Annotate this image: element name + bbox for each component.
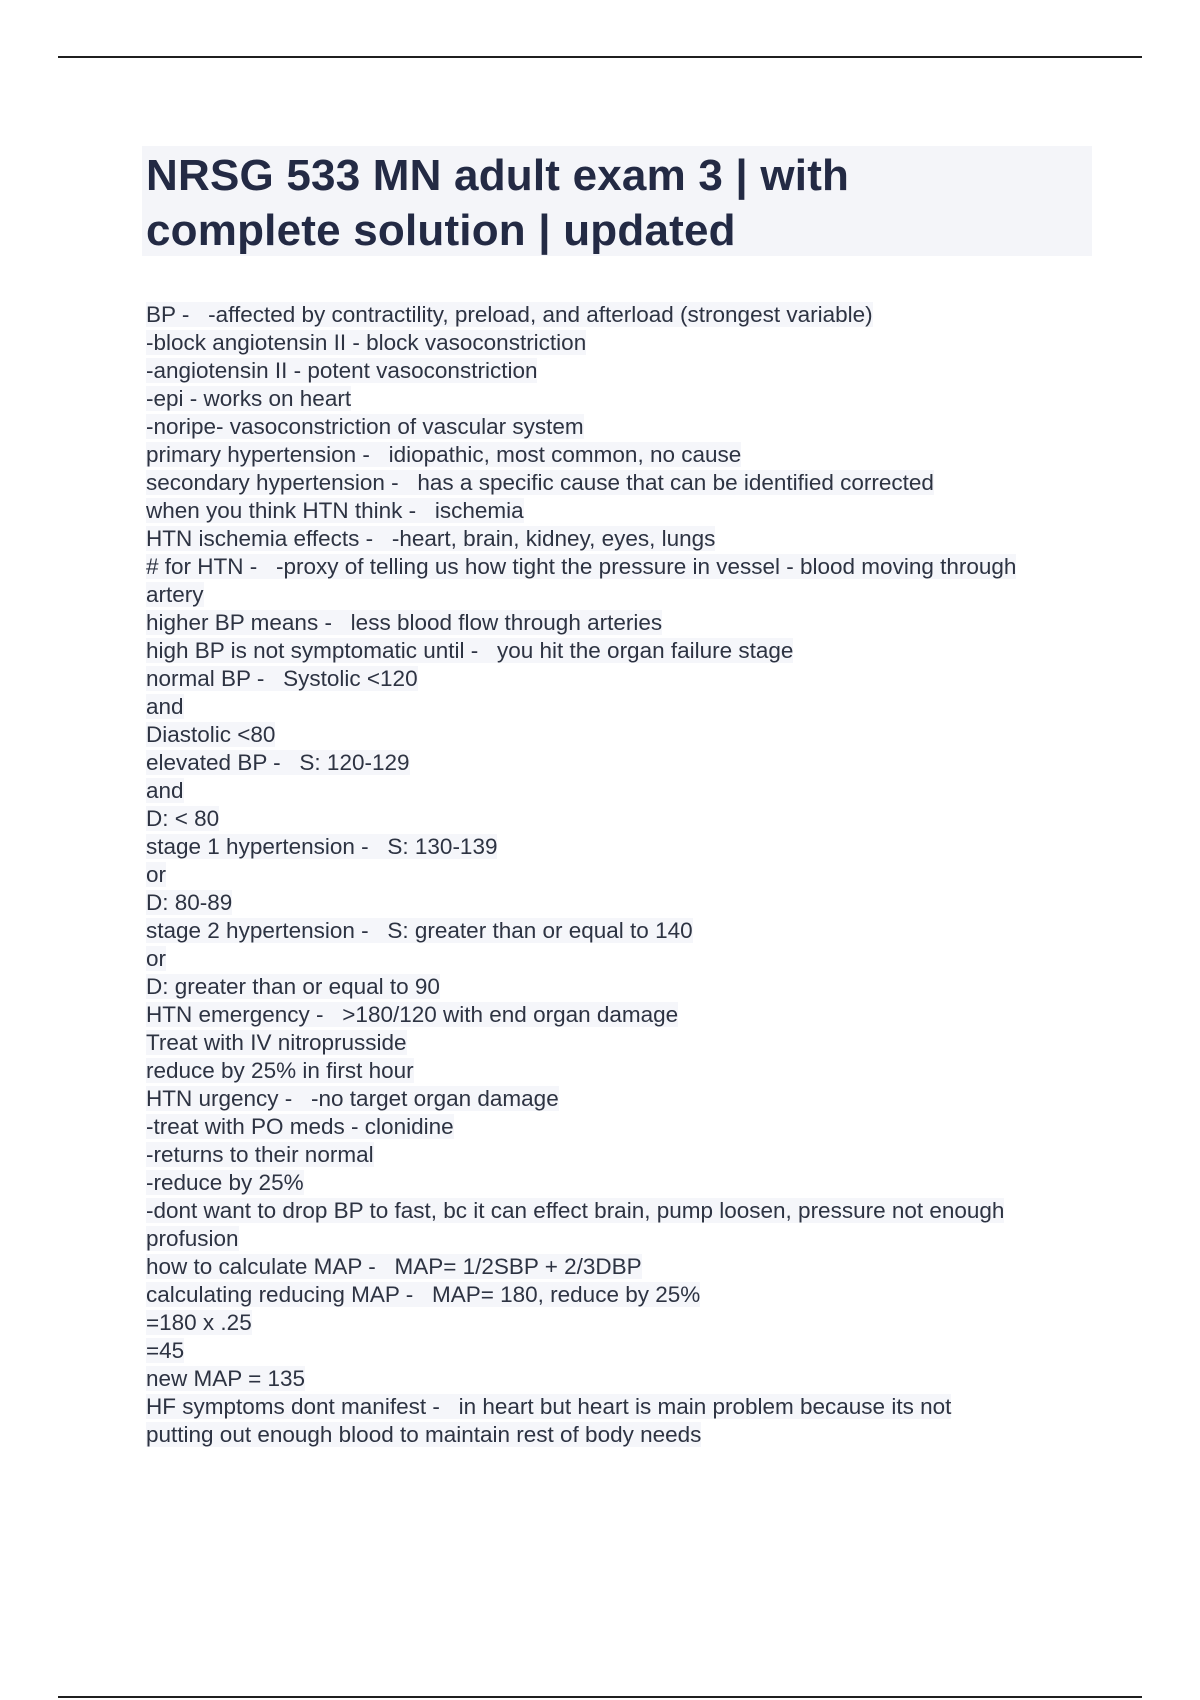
text-line-content: -reduce by 25% [146, 1170, 304, 1195]
text-line [146, 357, 1086, 385]
text-line [146, 525, 1086, 553]
text-line [146, 693, 1086, 721]
document-title [146, 146, 1088, 258]
text-line-content: primary hypertension - idiopathic, most common, no cause [146, 442, 742, 467]
text-line-content: -angiotensin II - potent vasoconstriction [146, 358, 538, 383]
text-line [146, 1197, 1086, 1225]
text-line-content: D: < 80 [146, 806, 220, 831]
text-line-content: high BP is not symptomatic until - you hit the organ failure stage [146, 638, 794, 663]
text-line-content: -block angiotensin II - block vasoconstriction [146, 330, 587, 355]
text-line-content: or [146, 946, 167, 971]
text-line [146, 581, 1086, 609]
footer-rule [58, 1696, 1142, 1698]
text-line [146, 1001, 1086, 1029]
text-line-content: putting out enough blood to maintain rest of body needs [146, 1422, 702, 1447]
text-line-content: HF symptoms dont manifest - in heart but heart is main problem because its not [146, 1394, 952, 1419]
text-line-content: HTN emergency - >180/120 with end organ damage [146, 1002, 679, 1027]
text-line-content: stage 2 hypertension - S: greater than or equal to 140 [146, 918, 693, 943]
text-line-content: and [146, 694, 184, 719]
text-line-content: or [146, 862, 167, 887]
text-line [146, 777, 1086, 805]
text-line [146, 917, 1086, 945]
title-line-1: NRSG 533 MN adult exam 3 | with [146, 151, 850, 200]
text-line [146, 1281, 1086, 1309]
text-line [146, 1309, 1086, 1337]
text-line-content: =45 [146, 1338, 185, 1363]
text-line-content: artery [146, 582, 204, 607]
text-line-content: higher BP means - less blood flow through arteries [146, 610, 663, 635]
text-line-content: HTN ischemia effects - -heart, brain, kidney, eyes, lungs [146, 526, 716, 551]
text-line [146, 721, 1086, 749]
text-line [146, 889, 1086, 917]
text-line-content: Diastolic <80 [146, 722, 276, 747]
text-line-content: D: 80-89 [146, 890, 233, 915]
text-line-content: -dont want to drop BP to fast, bc it can effect brain, pump loosen, pressure not enough [146, 1198, 1005, 1223]
text-line [146, 1057, 1086, 1085]
text-line-content: BP - -affected by contractility, preload, and afterload (strongest variable) [146, 302, 873, 327]
title-line-2: complete solution | updated [146, 206, 736, 255]
text-line-content: calculating reducing MAP - MAP= 180, reduce by 25% [146, 1282, 701, 1307]
text-line-content: profusion [146, 1226, 239, 1251]
text-line [146, 1393, 1086, 1421]
document-body [146, 301, 1086, 1449]
text-line [146, 1085, 1086, 1113]
text-line [146, 385, 1086, 413]
text-line [146, 553, 1086, 581]
text-line-content: when you think HTN think - ischemia [146, 498, 524, 523]
text-line-content: # for HTN - -proxy of telling us how tight the pressure in vessel - blood moving through [146, 554, 1017, 579]
text-line [146, 945, 1086, 973]
text-line-content: -epi - works on heart [146, 386, 352, 411]
text-line [146, 1113, 1086, 1141]
text-line [146, 637, 1086, 665]
text-line-content: normal BP - Systolic <120 [146, 666, 418, 691]
header-rule [58, 56, 1142, 58]
text-line-content: secondary hypertension - has a specific cause that can be identified corrected [146, 470, 934, 495]
text-line-content: D: greater than or equal to 90 [146, 974, 440, 999]
text-line-content: -returns to their normal [146, 1142, 374, 1167]
text-line-content: -treat with PO meds - clonidine [146, 1114, 454, 1139]
text-line [146, 301, 1086, 329]
text-line [146, 749, 1086, 777]
text-line-content: how to calculate MAP - MAP= 1/2SBP + 2/3DBP [146, 1254, 642, 1279]
text-line [146, 1253, 1086, 1281]
text-line-content: elevated BP - S: 120-129 [146, 750, 410, 775]
text-line [146, 805, 1086, 833]
text-line [146, 973, 1086, 1001]
text-line [146, 469, 1086, 497]
text-line [146, 833, 1086, 861]
text-line [146, 1169, 1086, 1197]
text-line-content: HTN urgency - -no target organ damage [146, 1086, 559, 1111]
text-line-content: -noripe- vasoconstriction of vascular system [146, 414, 584, 439]
text-line [146, 609, 1086, 637]
text-line [146, 861, 1086, 889]
text-line [146, 665, 1086, 693]
text-line-content: Treat with IV nitroprusside [146, 1030, 407, 1055]
text-line [146, 1337, 1086, 1365]
text-line-content: reduce by 25% in first hour [146, 1058, 414, 1083]
text-line [146, 497, 1086, 525]
title-block [142, 146, 1092, 256]
text-line-content: =180 x .25 [146, 1310, 252, 1335]
text-line [146, 1421, 1086, 1449]
text-line [146, 1029, 1086, 1057]
text-line [146, 329, 1086, 357]
text-line-content: stage 1 hypertension - S: 130-139 [146, 834, 498, 859]
text-line [146, 1365, 1086, 1393]
text-line [146, 1225, 1086, 1253]
text-line-content: and [146, 778, 184, 803]
text-line [146, 441, 1086, 469]
text-line-content: new MAP = 135 [146, 1366, 306, 1391]
text-line [146, 413, 1086, 441]
text-line [146, 1141, 1086, 1169]
